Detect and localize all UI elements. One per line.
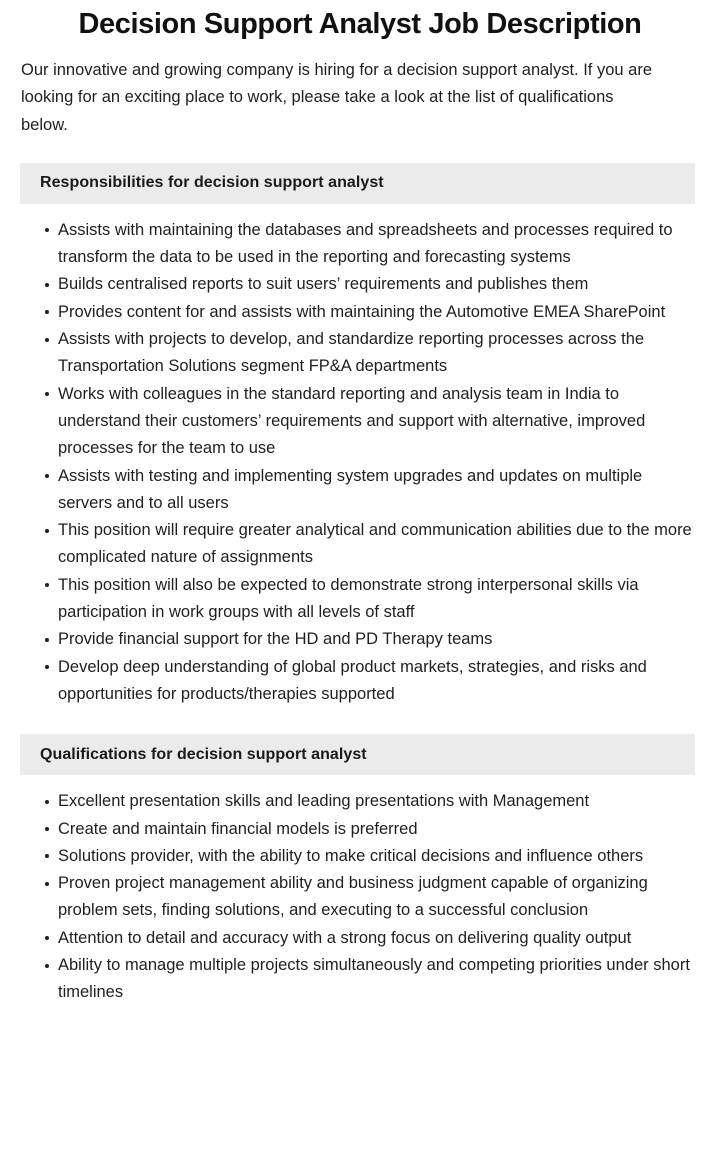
list-item: Ability to manage multiple projects simultaneously and competing priorities under short timelines (45, 952, 695, 1007)
section-heading-text: Qualifications for decision support analyst (40, 745, 367, 763)
responsibilities-list (0, 217, 720, 708)
list-item: Assists with testing and implementing system upgrades and updates on multiple servers and to all users (45, 463, 695, 518)
list-item: Excellent presentation skills and leading presentations with Management (45, 788, 695, 815)
list-item: Attention to detail and accuracy with a strong focus on delivering quality output (45, 925, 695, 952)
list-item: Works with colleagues in the standard reporting and analysis team in India to understand their customers’ requirements and support with alternative, improved processes for the team to use (45, 381, 695, 463)
page-title: Decision Support Analyst Job Description (78, 8, 642, 40)
section-heading-text: Responsibilities for decision support analyst (40, 174, 384, 192)
list-item: Provide financial support for the HD and PD Therapy teams (45, 626, 695, 653)
section-header-qualifications (20, 734, 695, 775)
list-item: Assists with projects to develop, and standardize reporting processes across the Transportation Solutions segment FP&A departments (45, 326, 695, 381)
list-item: Develop deep understanding of global product markets, strategies, and risks and opportunities for products/therapies supported (45, 654, 695, 709)
list-item: Assists with maintaining the databases and spreadsheets and processes required to transform the data to be used in the reporting and forecasting systems (45, 217, 695, 272)
section-header-responsibilities (20, 163, 695, 204)
section-responsibilities (0, 163, 720, 708)
section-qualifications (0, 734, 720, 1006)
intro-paragraph: Our innovative and growing company is hiring for a decision support analyst. If you are looking for an exciting place to work, please take a look at the list of qualifications below. (21, 61, 653, 134)
list-item: Create and maintain financial models is preferred (45, 816, 695, 843)
list-item: This position will also be expected to demonstrate strong interpersonal skills via participation in work groups with all levels of staff (45, 572, 695, 627)
list-item: Provides content for and assists with maintaining the Automotive EMEA SharePoint (45, 299, 695, 326)
list-item: Builds centralised reports to suit users’ requirements and publishes them (45, 271, 695, 298)
list-item: Proven project management ability and business judgment capable of organizing problem sets, finding solutions, and executing to a successful conclusion (45, 870, 695, 925)
list-item: Solutions provider, with the ability to make critical decisions and influence others (45, 843, 695, 870)
list-item: This position will require greater analytical and communication abilities due to the more complicated nature of assignments (45, 517, 695, 572)
qualifications-list (0, 788, 720, 1006)
